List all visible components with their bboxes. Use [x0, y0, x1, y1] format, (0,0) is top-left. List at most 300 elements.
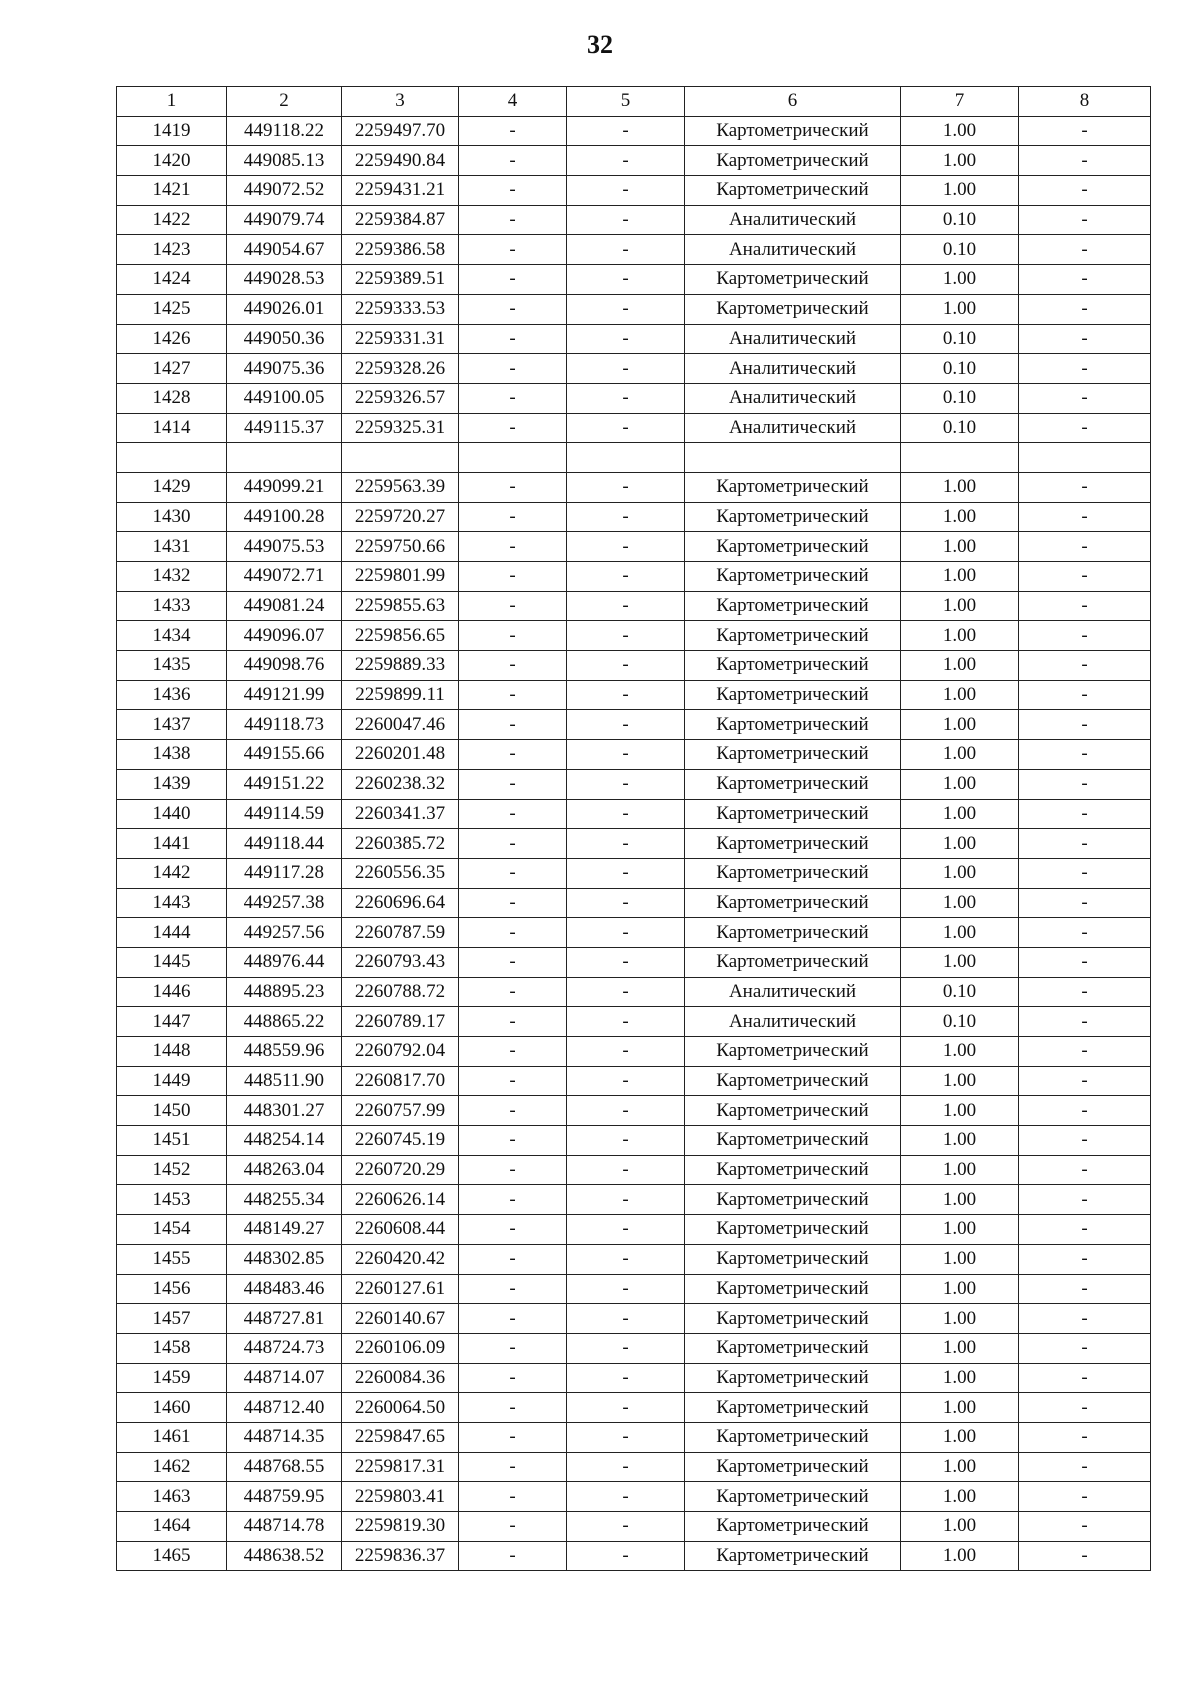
- col5-cell: -: [567, 1482, 685, 1512]
- x-coordinate-cell: 448255.34: [227, 1185, 342, 1215]
- x-coordinate-cell: 448511.90: [227, 1066, 342, 1096]
- table-row: [117, 1541, 1151, 1571]
- accuracy-cell: 1.00: [901, 502, 1019, 532]
- x-coordinate-cell: 449155.66: [227, 740, 342, 770]
- col8-cell: -: [1019, 116, 1151, 146]
- y-coordinate-cell: 2259889.33: [342, 651, 459, 681]
- accuracy-cell: 1.00: [901, 294, 1019, 324]
- col8-cell: -: [1019, 354, 1151, 384]
- col4-cell: -: [459, 354, 567, 384]
- col5-cell: [567, 443, 685, 473]
- col8-cell: -: [1019, 1274, 1151, 1304]
- col8-cell: -: [1019, 502, 1151, 532]
- x-coordinate-cell: 449100.05: [227, 383, 342, 413]
- y-coordinate-cell: 2260106.09: [342, 1333, 459, 1363]
- method-cell: Картометрический: [685, 1452, 901, 1482]
- accuracy-cell: 1.00: [901, 829, 1019, 859]
- col4-cell: -: [459, 1185, 567, 1215]
- x-coordinate-cell: 448714.78: [227, 1512, 342, 1542]
- accuracy-cell: 1.00: [901, 265, 1019, 295]
- x-coordinate-cell: 449085.13: [227, 146, 342, 176]
- x-coordinate-cell: 449099.21: [227, 472, 342, 502]
- col5-cell: -: [567, 769, 685, 799]
- col4-cell: -: [459, 176, 567, 206]
- col5-cell: -: [567, 858, 685, 888]
- method-cell: Аналитический: [685, 205, 901, 235]
- col4-cell: -: [459, 621, 567, 651]
- method-cell: Картометрический: [685, 1126, 901, 1156]
- col4-cell: -: [459, 532, 567, 562]
- y-coordinate-cell: 2259384.87: [342, 205, 459, 235]
- x-coordinate-cell: 448976.44: [227, 947, 342, 977]
- point-number-cell: 1428: [117, 383, 227, 413]
- table-row: [117, 235, 1151, 265]
- col4-cell: -: [459, 1007, 567, 1037]
- col8-cell: -: [1019, 176, 1151, 206]
- col5-cell: -: [567, 1452, 685, 1482]
- y-coordinate-cell: 2260787.59: [342, 918, 459, 948]
- col5-cell: -: [567, 1037, 685, 1067]
- table-row: [117, 294, 1151, 324]
- accuracy-cell: 0.10: [901, 383, 1019, 413]
- method-cell: Аналитический: [685, 235, 901, 265]
- table-row: [117, 324, 1151, 354]
- col8-cell: -: [1019, 858, 1151, 888]
- point-number-cell: 1450: [117, 1096, 227, 1126]
- col4-cell: -: [459, 829, 567, 859]
- col8-cell: -: [1019, 651, 1151, 681]
- col5-cell: -: [567, 1155, 685, 1185]
- table-row: [117, 1333, 1151, 1363]
- col5-cell: -: [567, 532, 685, 562]
- col8-cell: -: [1019, 591, 1151, 621]
- table-row: [117, 1422, 1151, 1452]
- col5-cell: -: [567, 591, 685, 621]
- table-row: [117, 888, 1151, 918]
- table-row: [117, 1096, 1151, 1126]
- col8-cell: -: [1019, 1155, 1151, 1185]
- coordinates-table: [116, 86, 1151, 1571]
- col8-cell: -: [1019, 799, 1151, 829]
- point-number-cell: 1464: [117, 1512, 227, 1542]
- col4-cell: -: [459, 1422, 567, 1452]
- accuracy-cell: 1.00: [901, 918, 1019, 948]
- col8-cell: -: [1019, 888, 1151, 918]
- point-number-cell: 1444: [117, 918, 227, 948]
- y-coordinate-cell: 2259856.65: [342, 621, 459, 651]
- col8-cell: -: [1019, 1037, 1151, 1067]
- col4-cell: -: [459, 1363, 567, 1393]
- column-header: 2: [227, 87, 342, 117]
- method-cell: Картометрический: [685, 502, 901, 532]
- col4-cell: -: [459, 591, 567, 621]
- y-coordinate-cell: 2260789.17: [342, 1007, 459, 1037]
- y-coordinate-cell: 2260788.72: [342, 977, 459, 1007]
- col4-cell: -: [459, 502, 567, 532]
- col4-cell: -: [459, 799, 567, 829]
- accuracy-cell: 0.10: [901, 1007, 1019, 1037]
- y-coordinate-cell: 2260047.46: [342, 710, 459, 740]
- col8-cell: -: [1019, 265, 1151, 295]
- x-coordinate-cell: 448759.95: [227, 1482, 342, 1512]
- x-coordinate-cell: 448714.35: [227, 1422, 342, 1452]
- point-number-cell: 1455: [117, 1244, 227, 1274]
- method-cell: [685, 443, 901, 473]
- accuracy-cell: 1.00: [901, 769, 1019, 799]
- table-row: [117, 532, 1151, 562]
- column-header: 5: [567, 87, 685, 117]
- col5-cell: -: [567, 710, 685, 740]
- point-number-cell: 1445: [117, 947, 227, 977]
- col8-cell: -: [1019, 1096, 1151, 1126]
- col8-cell: -: [1019, 621, 1151, 651]
- table-row: [117, 146, 1151, 176]
- col4-cell: -: [459, 1304, 567, 1334]
- col8-cell: -: [1019, 1215, 1151, 1245]
- col4-cell: -: [459, 710, 567, 740]
- table-row: [117, 1215, 1151, 1245]
- y-coordinate-cell: 2260792.04: [342, 1037, 459, 1067]
- col4-cell: -: [459, 1215, 567, 1245]
- table-row: [117, 205, 1151, 235]
- method-cell: Картометрический: [685, 740, 901, 770]
- x-coordinate-cell: 449257.56: [227, 918, 342, 948]
- accuracy-cell: 0.10: [901, 205, 1019, 235]
- point-number-cell: 1431: [117, 532, 227, 562]
- table-row: [117, 443, 1151, 473]
- col8-cell: -: [1019, 769, 1151, 799]
- x-coordinate-cell: 448301.27: [227, 1096, 342, 1126]
- col5-cell: -: [567, 116, 685, 146]
- method-cell: Картометрический: [685, 829, 901, 859]
- col4-cell: -: [459, 1482, 567, 1512]
- table-row: [117, 176, 1151, 206]
- col4-cell: -: [459, 562, 567, 592]
- method-cell: Картометрический: [685, 472, 901, 502]
- col8-cell: -: [1019, 1304, 1151, 1334]
- method-cell: Картометрический: [685, 562, 901, 592]
- point-number-cell: 1427: [117, 354, 227, 384]
- point-number-cell: 1465: [117, 1541, 227, 1571]
- point-number-cell: 1458: [117, 1333, 227, 1363]
- col5-cell: -: [567, 680, 685, 710]
- table-row: [117, 769, 1151, 799]
- col4-cell: -: [459, 769, 567, 799]
- col5-cell: -: [567, 1215, 685, 1245]
- accuracy-cell: 1.00: [901, 146, 1019, 176]
- x-coordinate-cell: 448559.96: [227, 1037, 342, 1067]
- y-coordinate-cell: 2260064.50: [342, 1393, 459, 1423]
- col4-cell: -: [459, 918, 567, 948]
- y-coordinate-cell: 2259325.31: [342, 413, 459, 443]
- x-coordinate-cell: 448149.27: [227, 1215, 342, 1245]
- method-cell: Картометрический: [685, 1512, 901, 1542]
- point-number-cell: 1446: [117, 977, 227, 1007]
- col8-cell: [1019, 443, 1151, 473]
- table-row: [117, 383, 1151, 413]
- table-row: [117, 1452, 1151, 1482]
- table-row: [117, 562, 1151, 592]
- y-coordinate-cell: 2260745.19: [342, 1126, 459, 1156]
- col5-cell: -: [567, 1066, 685, 1096]
- method-cell: Картометрический: [685, 1274, 901, 1304]
- table-row: [117, 858, 1151, 888]
- table-row: [117, 1274, 1151, 1304]
- method-cell: Аналитический: [685, 977, 901, 1007]
- col4-cell: -: [459, 1541, 567, 1571]
- table-row: [117, 651, 1151, 681]
- accuracy-cell: 1.00: [901, 651, 1019, 681]
- point-number-cell: 1422: [117, 205, 227, 235]
- accuracy-cell: 1.00: [901, 532, 1019, 562]
- point-number-cell: 1453: [117, 1185, 227, 1215]
- col8-cell: -: [1019, 532, 1151, 562]
- col4-cell: -: [459, 1155, 567, 1185]
- point-number-cell: 1434: [117, 621, 227, 651]
- table-row: [117, 1512, 1151, 1542]
- col4-cell: -: [459, 1244, 567, 1274]
- point-number-cell: 1452: [117, 1155, 227, 1185]
- method-cell: Картометрический: [685, 888, 901, 918]
- col4-cell: -: [459, 383, 567, 413]
- column-header: 3: [342, 87, 459, 117]
- col5-cell: -: [567, 205, 685, 235]
- y-coordinate-cell: 2259819.30: [342, 1512, 459, 1542]
- point-number-cell: 1454: [117, 1215, 227, 1245]
- table-row: [117, 1066, 1151, 1096]
- table-row: [117, 1482, 1151, 1512]
- x-coordinate-cell: 449257.38: [227, 888, 342, 918]
- accuracy-cell: 1.00: [901, 888, 1019, 918]
- point-number-cell: 1433: [117, 591, 227, 621]
- col8-cell: -: [1019, 1482, 1151, 1512]
- table-row: [117, 354, 1151, 384]
- accuracy-cell: 1.00: [901, 1244, 1019, 1274]
- point-number-cell: 1459: [117, 1363, 227, 1393]
- col8-cell: -: [1019, 1393, 1151, 1423]
- table-row: [117, 1185, 1151, 1215]
- x-coordinate-cell: 448254.14: [227, 1126, 342, 1156]
- col4-cell: -: [459, 1037, 567, 1067]
- col5-cell: -: [567, 1393, 685, 1423]
- y-coordinate-cell: 2260626.14: [342, 1185, 459, 1215]
- x-coordinate-cell: 449117.28: [227, 858, 342, 888]
- point-number-cell: 1420: [117, 146, 227, 176]
- y-coordinate-cell: 2260793.43: [342, 947, 459, 977]
- point-number-cell: 1437: [117, 710, 227, 740]
- method-cell: Картометрический: [685, 1304, 901, 1334]
- point-number-cell: 1440: [117, 799, 227, 829]
- y-coordinate-cell: 2260556.35: [342, 858, 459, 888]
- y-coordinate-cell: 2259836.37: [342, 1541, 459, 1571]
- method-cell: Картометрический: [685, 1155, 901, 1185]
- method-cell: Картометрический: [685, 1393, 901, 1423]
- col5-cell: -: [567, 146, 685, 176]
- accuracy-cell: 1.00: [901, 562, 1019, 592]
- accuracy-cell: 1.00: [901, 1155, 1019, 1185]
- method-cell: Картометрический: [685, 1541, 901, 1571]
- col4-cell: -: [459, 888, 567, 918]
- table-row: [117, 1126, 1151, 1156]
- method-cell: Картометрический: [685, 651, 901, 681]
- table-row: [117, 1007, 1151, 1037]
- x-coordinate-cell: 449118.73: [227, 710, 342, 740]
- y-coordinate-cell: 2259750.66: [342, 532, 459, 562]
- col5-cell: -: [567, 740, 685, 770]
- table-row: [117, 1155, 1151, 1185]
- col8-cell: -: [1019, 1512, 1151, 1542]
- col8-cell: -: [1019, 1541, 1151, 1571]
- point-number-cell: 1451: [117, 1126, 227, 1156]
- point-number-cell: 1456: [117, 1274, 227, 1304]
- col5-cell: -: [567, 502, 685, 532]
- col8-cell: -: [1019, 1244, 1151, 1274]
- point-number-cell: 1426: [117, 324, 227, 354]
- point-number-cell: 1462: [117, 1452, 227, 1482]
- col4-cell: -: [459, 1393, 567, 1423]
- point-number-cell: 1447: [117, 1007, 227, 1037]
- accuracy-cell: 1.00: [901, 1512, 1019, 1542]
- accuracy-cell: 1.00: [901, 1363, 1019, 1393]
- column-header: 4: [459, 87, 567, 117]
- table-body: [117, 116, 1151, 1571]
- table-row: [117, 1244, 1151, 1274]
- col4-cell: -: [459, 294, 567, 324]
- method-cell: Аналитический: [685, 413, 901, 443]
- table-row: [117, 829, 1151, 859]
- method-cell: Картометрический: [685, 947, 901, 977]
- col4-cell: -: [459, 1274, 567, 1304]
- col5-cell: -: [567, 1512, 685, 1542]
- table-row: [117, 265, 1151, 295]
- col8-cell: -: [1019, 1363, 1151, 1393]
- col8-cell: -: [1019, 383, 1151, 413]
- col5-cell: -: [567, 354, 685, 384]
- table-row: [117, 1363, 1151, 1393]
- col8-cell: -: [1019, 947, 1151, 977]
- point-number-cell: 1432: [117, 562, 227, 592]
- col8-cell: -: [1019, 710, 1151, 740]
- col8-cell: -: [1019, 413, 1151, 443]
- y-coordinate-cell: 2260420.42: [342, 1244, 459, 1274]
- y-coordinate-cell: 2259490.84: [342, 146, 459, 176]
- table-row: [117, 591, 1151, 621]
- accuracy-cell: [901, 443, 1019, 473]
- col8-cell: -: [1019, 680, 1151, 710]
- accuracy-cell: 1.00: [901, 947, 1019, 977]
- y-coordinate-cell: 2259855.63: [342, 591, 459, 621]
- x-coordinate-cell: 449118.22: [227, 116, 342, 146]
- y-coordinate-cell: 2260238.32: [342, 769, 459, 799]
- accuracy-cell: 1.00: [901, 1333, 1019, 1363]
- method-cell: Картометрический: [685, 1244, 901, 1274]
- point-number-cell: 1424: [117, 265, 227, 295]
- method-cell: Картометрический: [685, 1185, 901, 1215]
- y-coordinate-cell: 2259817.31: [342, 1452, 459, 1482]
- col5-cell: -: [567, 1007, 685, 1037]
- point-number-cell: 1425: [117, 294, 227, 324]
- x-coordinate-cell: 449121.99: [227, 680, 342, 710]
- x-coordinate-cell: 449115.37: [227, 413, 342, 443]
- accuracy-cell: 1.00: [901, 1096, 1019, 1126]
- method-cell: Картометрический: [685, 146, 901, 176]
- column-header: 6: [685, 87, 901, 117]
- method-cell: Картометрический: [685, 1096, 901, 1126]
- accuracy-cell: 1.00: [901, 1215, 1019, 1245]
- x-coordinate-cell: [227, 443, 342, 473]
- accuracy-cell: 1.00: [901, 1422, 1019, 1452]
- col5-cell: -: [567, 651, 685, 681]
- y-coordinate-cell: 2259899.11: [342, 680, 459, 710]
- col5-cell: -: [567, 1304, 685, 1334]
- y-coordinate-cell: 2259389.51: [342, 265, 459, 295]
- method-cell: Картометрический: [685, 265, 901, 295]
- method-cell: Картометрический: [685, 1215, 901, 1245]
- x-coordinate-cell: 449075.53: [227, 532, 342, 562]
- col8-cell: -: [1019, 1422, 1151, 1452]
- col5-cell: -: [567, 977, 685, 1007]
- y-coordinate-cell: 2259333.53: [342, 294, 459, 324]
- x-coordinate-cell: 449081.24: [227, 591, 342, 621]
- col4-cell: -: [459, 680, 567, 710]
- x-coordinate-cell: 448768.55: [227, 1452, 342, 1482]
- col4-cell: -: [459, 1126, 567, 1156]
- point-number-cell: 1457: [117, 1304, 227, 1334]
- method-cell: Картометрический: [685, 116, 901, 146]
- col8-cell: -: [1019, 146, 1151, 176]
- x-coordinate-cell: 449050.36: [227, 324, 342, 354]
- y-coordinate-cell: 2260127.61: [342, 1274, 459, 1304]
- col5-cell: -: [567, 1333, 685, 1363]
- y-coordinate-cell: 2259326.57: [342, 383, 459, 413]
- x-coordinate-cell: 449079.74: [227, 205, 342, 235]
- col4-cell: -: [459, 1333, 567, 1363]
- col4-cell: -: [459, 858, 567, 888]
- table-row: [117, 710, 1151, 740]
- accuracy-cell: 0.10: [901, 413, 1019, 443]
- accuracy-cell: 1.00: [901, 1185, 1019, 1215]
- column-header: 8: [1019, 87, 1151, 117]
- accuracy-cell: 1.00: [901, 1482, 1019, 1512]
- col5-cell: -: [567, 1244, 685, 1274]
- y-coordinate-cell: 2260201.48: [342, 740, 459, 770]
- method-cell: Аналитический: [685, 324, 901, 354]
- method-cell: Картометрический: [685, 621, 901, 651]
- method-cell: Картометрический: [685, 918, 901, 948]
- col4-cell: -: [459, 1452, 567, 1482]
- table-row: [117, 799, 1151, 829]
- table-row: [117, 502, 1151, 532]
- col4-cell: -: [459, 1066, 567, 1096]
- col8-cell: -: [1019, 829, 1151, 859]
- col8-cell: -: [1019, 1185, 1151, 1215]
- col8-cell: -: [1019, 1066, 1151, 1096]
- x-coordinate-cell: 449114.59: [227, 799, 342, 829]
- col8-cell: -: [1019, 1452, 1151, 1482]
- col5-cell: -: [567, 1096, 685, 1126]
- y-coordinate-cell: 2260385.72: [342, 829, 459, 859]
- col8-cell: -: [1019, 472, 1151, 502]
- col8-cell: -: [1019, 324, 1151, 354]
- col8-cell: -: [1019, 205, 1151, 235]
- x-coordinate-cell: 448714.07: [227, 1363, 342, 1393]
- point-number-cell: 1423: [117, 235, 227, 265]
- col8-cell: -: [1019, 235, 1151, 265]
- table-row: [117, 680, 1151, 710]
- method-cell: Картометрический: [685, 680, 901, 710]
- method-cell: Картометрический: [685, 1363, 901, 1393]
- point-number-cell: 1438: [117, 740, 227, 770]
